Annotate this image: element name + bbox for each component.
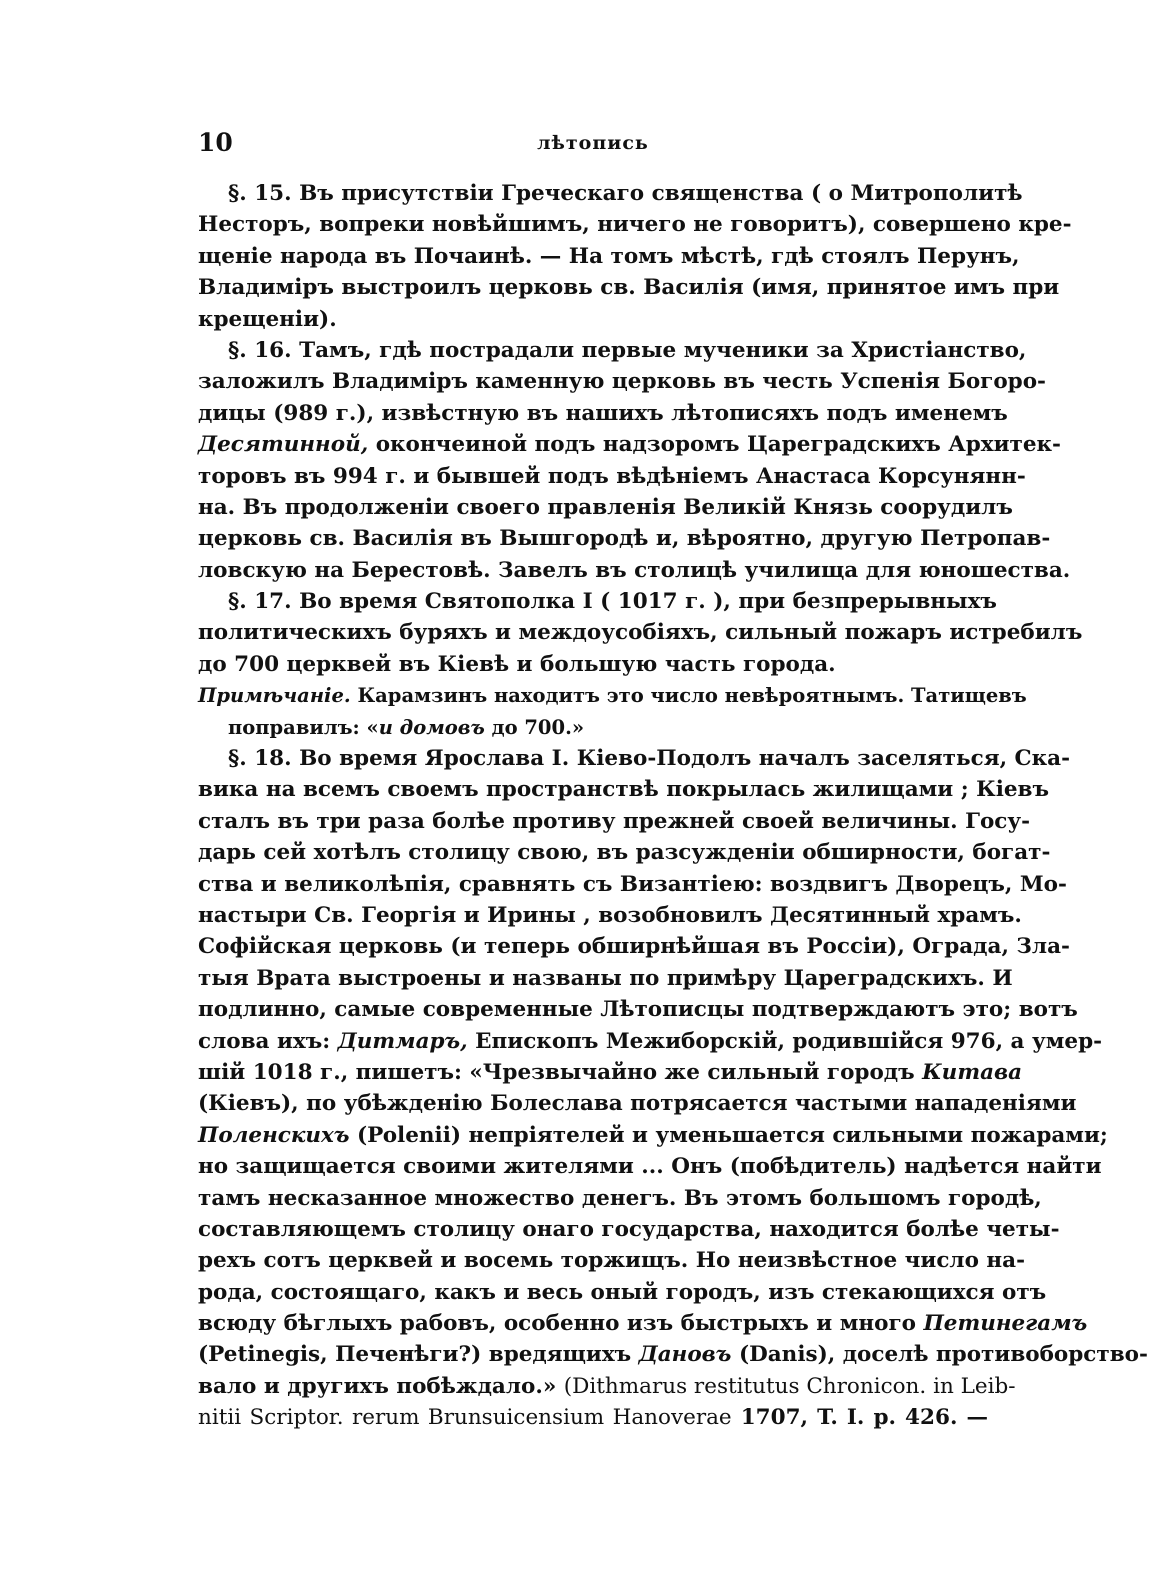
p15-line: крещеніи). [198,306,337,332]
text-segment: всюду бѣглыхъ рабовъ, особенно изъ быстрыхъ и много [198,1311,924,1337]
italic-name: Дановъ [638,1342,732,1368]
p17-line: до 700 церквей въ Кіевѣ и большую часть города. [198,651,836,677]
p18-line: сталъ въ три раза болѣе противу прежней своей величины. Госу- [198,808,1031,834]
note-text-post: до 700.» [484,715,585,739]
body-text [198,178,1148,1434]
p18-line [198,1057,1023,1088]
text-segment: 1707, T. I. p. 426. — [731,1405,988,1431]
note-label: Примѣчаніе. [198,684,351,708]
text-segment: Епископъ Межиборскій, родившійся 976, а умер- [467,1028,1103,1054]
note-line [198,712,988,743]
p18-line [198,1026,1103,1057]
p18-line [198,1308,1088,1339]
p18-line: подлинно, самые современные Лѣтописцы подтверждаютъ это; вотъ [198,997,1078,1023]
text-segment: (Polenii) непріятелей и уменьшается сильными пожарами; [349,1122,1108,1148]
p17-line: §. 17. Во время Святополка I ( 1017 г. ), при безпрерывныхъ [228,589,997,615]
p18-line: (Кіевъ), по убѣжденію Болеслава потрясается частыми нападеніями [198,1091,1077,1117]
p18-line [198,1402,988,1433]
p16-line: заложилъ Владиміръ каменную церковь въ честь Успенія Богоро- [198,369,1046,395]
p18-line: рода, состоящаго, какъ и весь оный городъ, изъ стекающихся отъ [198,1279,1047,1305]
p15-line: §. 15. Въ присутствіи Греческаго священства ( о Митрополитѣ [228,181,1023,206]
p18-line: настыри Св. Георгія и Ирины , возобновилъ Десятинный храмъ. [198,902,1022,928]
page-header [198,128,988,168]
p18-line: ства и великолѣпія, сравнять съ Византіею: воздвигъ Дворецъ, Мо- [198,871,1067,897]
p16-line [198,429,1061,460]
text-segment: (Petinegis, Печенѣги?) вредящихъ [198,1342,639,1368]
note-text: Карамзинъ находитъ это число невѣроятнымъ. Татищевъ [357,684,1027,708]
latin-citation: (Dithmarus restitutus Chronicon. in Leib- [563,1373,1016,1399]
italic-name: Дитмаръ, [337,1028,468,1054]
p18-line: тамъ несказанное множество денегъ. Въ этомъ большомъ городѣ, [198,1185,1042,1211]
p18-line [198,1371,1016,1402]
p16-line: на. Въ продолженіи своего правленія Великій Князь соорудилъ [198,494,1013,520]
p18-line: составляющемъ столицу онаго государства, находится болѣе четы- [198,1216,1060,1242]
note-line [198,680,1027,711]
text-segment: шій 1018 г., пишетъ: «Чрезвычайно же сильный городъ [198,1059,923,1085]
p18-line: рехъ сотъ церквей и восемь торжищъ. Но неизвѣстное число на- [198,1248,1026,1274]
p16-line: церковь св. Василія въ Вышгородѣ и, вѣроятно, другую Петропав- [198,526,1051,552]
p18-line: дарь сей хотѣлъ столицу свою, въ разсужденіи обширности, богат- [198,840,1051,866]
text-segment: (Danis), доселѣ противоборство- [731,1342,1148,1368]
p18-line: вика на всемъ своемъ пространствѣ покрылась жилищами ; Кіевъ [198,777,1049,803]
p16-line: §. 16. Тамъ, гдѣ пострадали первые мученики за Христіанство, [228,337,1027,363]
p15-line: Несторъ, вопреки новѣйшимъ, ничего не говоритъ), совершено кре- [198,212,1072,238]
note-italic: и домовъ [378,715,485,739]
p16-line: дицы (989 г.), извѣстную въ нашихъ лѣтописяхъ подъ именемъ [198,400,1008,426]
page-number: 10 [198,128,233,157]
p18-line: но защищается своими жителями ... Онъ (побѣдитель) надѣется найти [198,1154,1102,1180]
p16-line: ловскую на Берестовѣ. Завелъ въ столицѣ училища для юношества. [198,557,1071,583]
p18-line [198,1120,1108,1151]
italic-word: Десятинной, [198,432,369,458]
p15-line: щеніе народа въ Почаинѣ. — На томъ мѣстѣ, гдѣ стоялъ Перунъ, [198,243,1020,269]
italic-name: Поленскихъ [198,1122,350,1148]
p18-line [198,1339,1148,1370]
text-segment: вало и другихъ побѣждало.» [198,1373,564,1399]
p18-line: тыя Врата выстроены и названы по примѣру Цареградскихъ. И [198,965,1013,991]
latin-citation: nitii Scriptor. rerum Brunsuicensium Hanoverae [198,1405,732,1431]
italic-name: Китава [922,1059,1023,1085]
p17-line: политическихъ буряхъ и междоусобіяхъ, сильный пожаръ истребилъ [198,620,1083,646]
text-segment: слова ихъ: [198,1028,338,1054]
italic-name: Петинегамъ [923,1311,1088,1337]
p16-line-text: окончеиной подъ надзоромъ Цареградскихъ Архитек- [375,432,1061,458]
p15-line: Владиміръ выстроилъ церковь св. Василія (имя, принятое имъ при [198,275,1060,301]
p18-line: Софійская церковь (и теперь обширнѣйшая въ Россіи), Ограда, Зла- [198,934,1070,960]
p16-line: торовъ въ 994 г. и бывшей подъ вѣдѣніемъ Анастаса Корсунянн- [198,463,1026,489]
running-title: лѣтопись [537,132,649,154]
note-text-pre: поправилъ: « [228,715,379,739]
p18-line: §. 18. Во время Ярослава I. Кіево-Подолъ началъ заселяться, Ска- [228,746,1071,772]
